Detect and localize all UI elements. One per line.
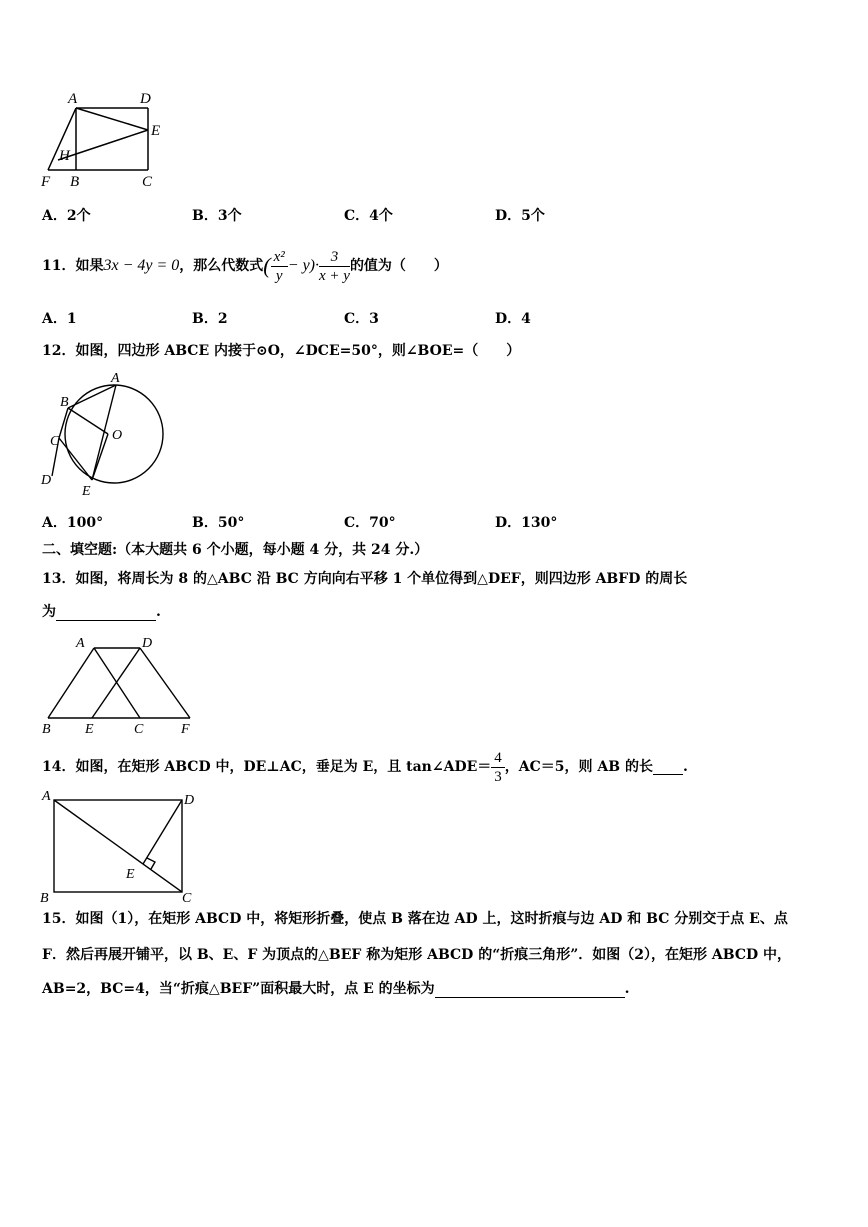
segment-ba [48,648,94,718]
label-d: D [41,473,52,488]
q14-end: . [682,759,688,775]
label-d: D [184,793,195,808]
label-f: F [181,722,190,737]
segment-oe [92,434,108,480]
q11-open-paren: ( [263,253,271,278]
figure-q12 [36,366,171,500]
label-a: A [42,789,51,804]
question-13-line-1: 13．如图，将周长为 8 的△ABC 沿 BC 方向向右平移 1 个单位得到△DEF，则四边形 ABFD 的周长 [42,571,688,587]
label-d: D [140,91,151,107]
q13-answer-blank[interactable] [56,606,156,621]
segment-ac [54,800,182,892]
segment-ae [76,108,148,130]
q11-condition: 3x − 4y = 0 [103,257,180,274]
q11-fraction-2 [319,248,350,285]
segment-df [140,648,190,718]
q11-option-c: C．3 [344,311,379,327]
label-o: O [112,428,123,443]
label-d: D [142,636,153,651]
label-e: E [126,867,135,882]
label-c: C [134,722,144,737]
label-a: A [76,636,85,651]
q10-option-a: A．2个 [42,208,91,224]
label-e: E [85,722,94,737]
q10-option-d: D．5个 [495,208,545,224]
question-15-line-2: F．然后再展开铺平，以 B、E、F 为顶点的△BEF 称为矩形 ABCD 的“折痕三角形”．如图（2），在矩形 ABCD 中， [42,947,792,963]
q15-suffix: . [624,981,630,997]
q11-prefix: 11．如果 [42,258,104,274]
label-b: B [60,395,69,410]
question-14 [42,744,688,790]
question-15-line-1: 15．如图（1），在矩形 ABCD 中，将矩形折叠，使点 B 落在边 AD 上，这时折痕与边 AD 和 BC 分别交于点 E、点 [42,911,788,927]
label-b: B [42,722,51,737]
q11-fraction-1-numerator: x² [271,248,288,267]
q13-prefix: 为 [42,604,56,620]
q10-option-c: C．4个 [344,208,393,224]
segment-ab [68,385,116,408]
label-b: B [70,174,80,190]
segment-ce [59,438,92,480]
question-12: 12．如图，四边形 ABCE 内接于⊙O，∠DCE=50°，则∠BOE=（ ） [42,343,521,359]
q12-option-c: C．70° [344,515,396,531]
q11-option-d: D．4 [495,311,531,327]
section-fill-in-heading: 二、填空题:（本大题共 6 个小题，每小题 4 分，共 24 分.） [42,542,429,558]
question-11 [42,243,448,289]
q14-prefix: 14．如图，在矩形 ABCD 中，DE⊥AC，垂足为 E，且 tan∠ADE＝ [42,759,492,775]
q12-option-a: A．100° [42,515,104,531]
q14-fraction-numerator: 4 [491,749,505,768]
segment-bo [68,408,108,434]
q11-fraction-1 [271,248,288,285]
q11-fraction-2-numerator: 3 [319,248,350,267]
figure-q10 [38,88,178,192]
q11-suffix: 的值为（ ） [349,258,448,274]
label-a: A [68,91,78,107]
q11-fraction-2-denominator: x + y [319,267,350,284]
label-f: F [41,174,51,190]
q10-option-b: B．3个 [192,208,242,224]
q11-option-a: A．1 [42,311,77,327]
label-h: H [59,148,70,164]
q12-option-b: B．50° [192,515,245,531]
q12-option-d: D．130° [495,515,558,531]
q11-mid: ，那么代数式 [179,258,264,274]
q14-answer-blank[interactable] [653,760,683,775]
q14-fraction [491,749,505,786]
q11-fraction-1-denominator: y [275,267,283,284]
question-15-line-3 [42,980,629,998]
q14-fraction-denominator: 3 [494,768,502,785]
label-c: C [182,891,192,904]
q11-option-b: B．2 [192,311,228,327]
label-e: E [151,123,161,139]
label-b: B [40,891,49,904]
figure-q13 [36,634,198,738]
question-13-line-2 [42,603,161,621]
figure-q14 [36,786,204,904]
q13-suffix: . [156,604,161,620]
label-a: A [111,371,120,386]
q15-answer-blank[interactable] [435,983,625,998]
segment-fe [58,130,148,160]
label-e: E [82,484,91,499]
q11-minus: − y)· [287,257,319,274]
segment-de [143,800,182,864]
label-c: C [50,434,60,449]
q14-suffix: ，AC＝5，则 AB 的长 [504,759,653,775]
label-c: C [142,174,153,190]
q15-prefix: AB=2，BC=4，当“折痕△BEF”面积最大时，点 E 的坐标为 [42,981,435,997]
